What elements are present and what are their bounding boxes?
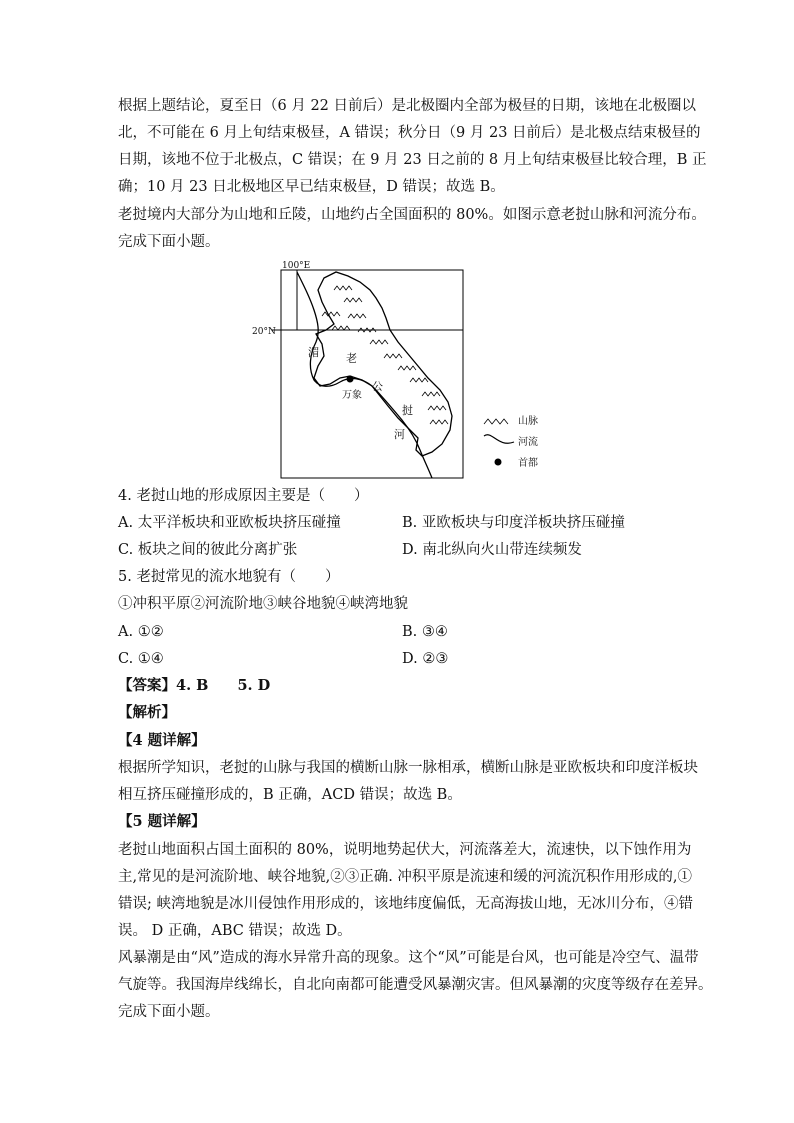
answer-line: 【答案】4. B 5. D [118, 677, 271, 694]
text-line: 错误; 峡湾地貌是冰川侵蚀作用形成的，该地纬度偏低，无高海拔山地，无冰川分布，④错 [118, 896, 693, 912]
q4-option-d: D. 南北纵向火山带连续频发 [402, 542, 582, 558]
mekong-river [297, 272, 432, 478]
legend-capital-label: 首都 [518, 458, 538, 469]
q4-option-b: B. 亚欧板块与印度洋板块挤压碰撞 [402, 515, 625, 531]
q5-detail-heading: 【5 题详解】 [118, 813, 206, 830]
legend-capital-icon [495, 459, 502, 466]
country-char: 挝 [402, 404, 413, 417]
text-line: 主,常见的是河流阶地、峡谷地貌,②③正确. 冲积平原是流速和缓的河流沉积作用形成的,① [118, 869, 693, 885]
text-line: 确；10 月 23 日北极地区早已结束极昼，D 错误；故选 B。 [118, 179, 505, 195]
analysis-heading: 【解析】 [118, 704, 176, 721]
text-line: 完成下面小题。 [118, 1004, 220, 1020]
river-char: 河 [394, 428, 405, 441]
mountain-symbols [322, 286, 448, 424]
text-line: 误。 D 正确，ABC 错误；故选 D。 [118, 923, 352, 939]
text-line: 风暴潮是由“风”造成的海水异常升高的现象。这个“风”可能是台风，也可能是冷空气、温带 [118, 950, 699, 966]
q5-option-b: B. ③④ [402, 624, 448, 640]
laos-border [314, 272, 452, 456]
text-line: 气旋等。我国海岸线绵长，自北向南都可能遭受风暴潮灾害。但风暴潮的灾度等级存在差异。 [118, 977, 713, 993]
text-line: 根据所学知识，老挝的山脉与我国的横断山脉一脉相承，横断山脉是亚欧板块和印度洋板块 [118, 760, 698, 776]
q4-detail-heading: 【4 题详解】 [118, 732, 206, 749]
laos-map [252, 258, 562, 480]
legend-mountain-icon [484, 419, 508, 424]
q5-option-c: C. ①④ [118, 651, 164, 667]
q5-items: ①冲积平原②河流阶地③峡谷地貌④峡湾地貌 [118, 596, 408, 612]
q5-stem: 5. 老挝常见的流水地貌有（ ） [118, 569, 340, 585]
q4-stem: 4. 老挝山地的形成原因主要是（ ） [118, 488, 369, 504]
q5-option-a: A. ①② [118, 624, 164, 640]
map-frame [281, 270, 463, 478]
map-legend [484, 414, 538, 469]
legend-river-label: 河流 [518, 437, 538, 448]
q4-option-c: C. 板块之间的彼此分离扩张 [118, 542, 298, 558]
text-line: 根据上题结论，夏至日（6 月 22 日前后）是北极圈内全部为极昼的日期，该地在北极圈以 [118, 98, 696, 114]
text-line: 相互挤压碰撞形成的，B 正确，ACD 错误；故选 B。 [118, 787, 462, 803]
river-char: 湄 [308, 346, 319, 359]
text-line: 日期，该地不位于北极点，C 错误；在 9 月 23 日之前的 8 月上旬结束极昼比较合理，B 正 [118, 152, 707, 168]
capital-label: 万象 [342, 390, 362, 401]
q5-option-d: D. ②③ [402, 651, 449, 667]
text-line: 完成下面小题。 [118, 234, 220, 250]
text-line: 老挝境内大部分为山地和丘陵，山地约占全国面积的 80%。如图示意老挝山脉和河流分布。 [118, 207, 706, 223]
river-char: 公 [372, 380, 383, 393]
lon-label: 100°E [282, 261, 311, 271]
text-line: 北，不可能在 6 月上旬结束极昼，A 错误；秋分日（9 月 23 日前后）是北极点结束极昼的 [118, 125, 701, 141]
country-char: 老 [346, 352, 357, 365]
legend-mountain-label: 山脉 [518, 416, 538, 427]
q4-option-a: A. 太平洋板块和亚欧板块挤压碰撞 [118, 515, 341, 531]
text-line: 老挝山地面积占国土面积的 80%，说明地势起伏大，河流落差大，流速快，以下蚀作用为 [118, 842, 692, 858]
capital-dot [347, 376, 354, 383]
legend-river-icon [484, 435, 514, 443]
lat-label: 20°N [252, 327, 276, 337]
